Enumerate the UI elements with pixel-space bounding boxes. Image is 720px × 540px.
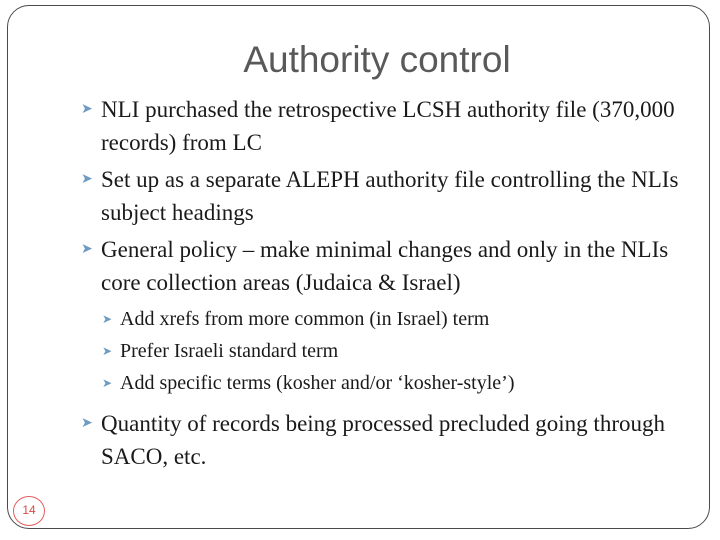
sub-bullet-item xyxy=(100,335,679,367)
right-arrow-icon: ➤ xyxy=(102,344,113,358)
sub-bullet-item xyxy=(100,367,679,399)
bullet-item xyxy=(79,233,679,299)
bullet-item xyxy=(79,93,679,159)
sub-bullet-item xyxy=(100,303,679,335)
sub-bullet-text: Add xrefs from more common (in Israel) term xyxy=(120,308,490,330)
bullet-list xyxy=(79,93,679,477)
right-arrow-icon: ➤ xyxy=(81,242,93,257)
bullet-item xyxy=(79,163,679,229)
bullet-text: Quantity of records being processed precluded going through SACO, etc. xyxy=(101,411,665,469)
right-arrow-icon: ➤ xyxy=(81,416,93,431)
right-arrow-icon: ➤ xyxy=(102,312,113,326)
right-arrow-icon: ➤ xyxy=(81,102,93,117)
bullet-text: General policy – make minimal changes and only in the NLIs core collection areas (Judaica & Israel) xyxy=(101,237,669,295)
bullet-text: NLI purchased the retrospective LCSH authority file (370,000 records) from LC xyxy=(101,97,675,155)
sub-bullet-text: Prefer Israeli standard term xyxy=(120,340,339,362)
page-number-badge: 14 xyxy=(13,496,45,526)
bullet-text: Set up as a separate ALEPH authority file controlling the NLIs subject headings xyxy=(101,167,679,225)
right-arrow-icon: ➤ xyxy=(102,376,113,390)
slide-title: Authority control xyxy=(243,39,511,80)
sub-bullet-text: Add specific terms (kosher and/or ‘kosher-style’) xyxy=(120,372,515,394)
bullet-item xyxy=(79,407,679,473)
right-arrow-icon: ➤ xyxy=(81,172,93,187)
